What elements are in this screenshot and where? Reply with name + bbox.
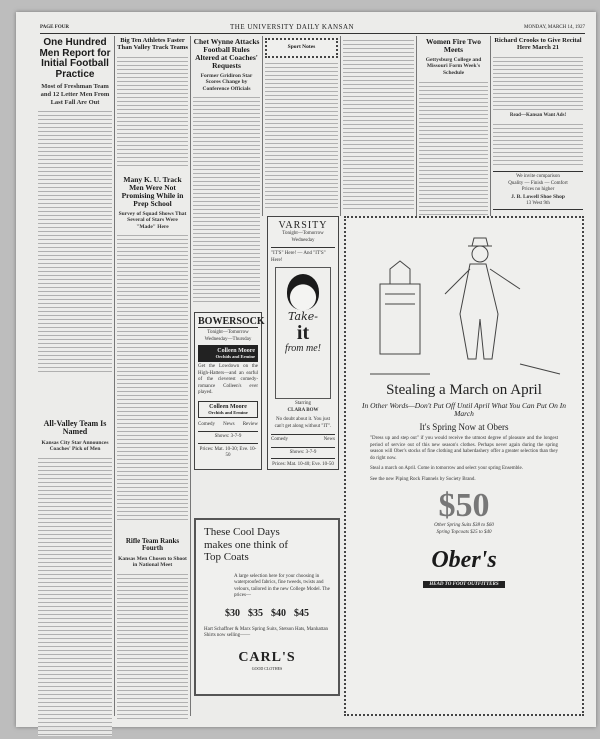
gentleman-drawing [360, 224, 570, 382]
headline: Chet Wynne Attacks Football Rules Altered at Coaches' Requests [193, 37, 260, 70]
masthead [40, 22, 585, 34]
price: $50 [438, 487, 490, 524]
article-sport-notes-cont [343, 38, 414, 210]
article-track [117, 176, 188, 523]
newspaper-title: THE UNIVERSITY DAILY KANSAN [230, 23, 355, 31]
headline: Richard Crooks to Give Recital Here March 21 [494, 37, 582, 51]
theater-name: VARSITY [278, 220, 328, 231]
film-illustration: Take- it from me! [275, 267, 331, 399]
article-all-valley [38, 420, 112, 736]
theater-name: BOWERSOCK [198, 316, 265, 327]
article-football [38, 38, 112, 374]
subhead: Survey of Squad Shows That Several of Stars Were "Made" Here [118, 210, 187, 230]
headline: Many K. U. Track Men Were Not Promising While in Prep School [121, 175, 184, 208]
issue-date: MONDAY, MARCH 14, 1927 [524, 25, 585, 30]
bowersock-ad: BOWERSOCK Tonight—Tomorrow Wednesday—Thursday Colleen Moore Orchids and Ermine Get the Lowdown on the High-Hatters—and an earful of the cleverest comedy-romance Colleen's ever played. Colleen Moore Orchids and Ermine Comedy News Review Shows: 3-7-9 Prices: Mat. 10-30; Eve. 10-50 [194, 312, 262, 470]
article-big-ten [117, 38, 188, 167]
headline: Sport Notes [265, 38, 338, 58]
subhead: Gettysburg College and Missouri Form Week's Schedule [425, 56, 482, 76]
film-banner: Colleen Moore Orchids and Ermine [198, 345, 258, 362]
article-wynne [193, 38, 260, 305]
lowell-ad: We invite comparison Quality — Finish — Comfort Prices no higher J. B. Lowell Shoe Shop 13 West 9th [493, 171, 583, 210]
subhead: Most of Freshman Team and 12 Letter Men From Last Fall Are Out [40, 83, 110, 106]
headline: Big Ten Athletes Faster Than Valley Track Teams [117, 37, 188, 51]
headline: Rifle Team Ranks Fourth [125, 537, 180, 553]
obers-ad: Stealing a March on April In Other Words—Don't Put Off Until April What You Can Put On In March It's Spring Now at Obers "Dress up and step out" if you would receive the utmost degree of pleasure and the longest period of service out of this new season's clothes. Perhaps never again during the spring season will Ober's stocks of fine clothing and haberdashery offer a greater selection than they do right now. Steal a march on April. Come in tomorrow and select your spring Ensemble. See the new Piping Rock Flannels by Society Brand. $50 Other Spring Suits $38 to $60 Spring Topcoats $25 to $40 Ober's HEAD TO FOOT OUTFITTERS [344, 216, 584, 716]
film-logo: Colleen Moore Orchids and Ermine [198, 401, 258, 418]
carls-ad: These Cool Days makes one think of Top Coats A large selection here for your choosing in waterproofed fabrics, fine tweeds, twists and velours, tailored in the new College Model. The prices— $30 $35 $40 $45 Hart Schaffner & Marx Spring Suits, Stetson Hats, Manhattan Shirts now selling—— CARL'S GOOD CLOTHES [194, 518, 340, 696]
obers-logo: Ober's HEAD TO FOOT OUTFITTERS [360, 548, 568, 590]
ad-headline: Stealing a March on April [386, 382, 542, 398]
article-rifle [117, 538, 188, 722]
ad-headline: These Cool Days makes one think of Top Coats [204, 526, 289, 564]
subhead: Kansas City Star Announces Coaches' Pick of Men [41, 439, 109, 453]
carls-logo: CARL'S GOOD CLOTHES [238, 649, 296, 671]
classified-promo: Read—Kansan Want Ads! [509, 112, 567, 118]
varsity-ad: VARSITY Tonight—Tomorrow Wednesday "IT'S" Here! — And "IT'S" Here! Take- it from me! Starring CLARA BOW No doubt about it. You just can't get along without "IT". Comedy News Shows: 3-7-9 Prices: Mat. 10-40; Eve. 10-50 [267, 216, 339, 470]
headline: One Hundred Men Report for Initial Football Practice [39, 37, 111, 80]
subhead: Former Gridiron Star Scores Change by Conference Officials [200, 72, 253, 92]
headline: All-Valley Team Is Named [43, 419, 107, 437]
page-number: PAGE FOUR [40, 25, 69, 30]
article-sport-notes [265, 38, 338, 211]
portrait-image [287, 274, 319, 310]
man-illustration [360, 224, 568, 382]
article-women [419, 38, 488, 230]
subhead: Kansas Men Chosen to Shoot in National Meet [118, 555, 187, 569]
headline: Women Fire Two Meets [426, 37, 481, 54]
article-crooks [493, 38, 583, 210]
